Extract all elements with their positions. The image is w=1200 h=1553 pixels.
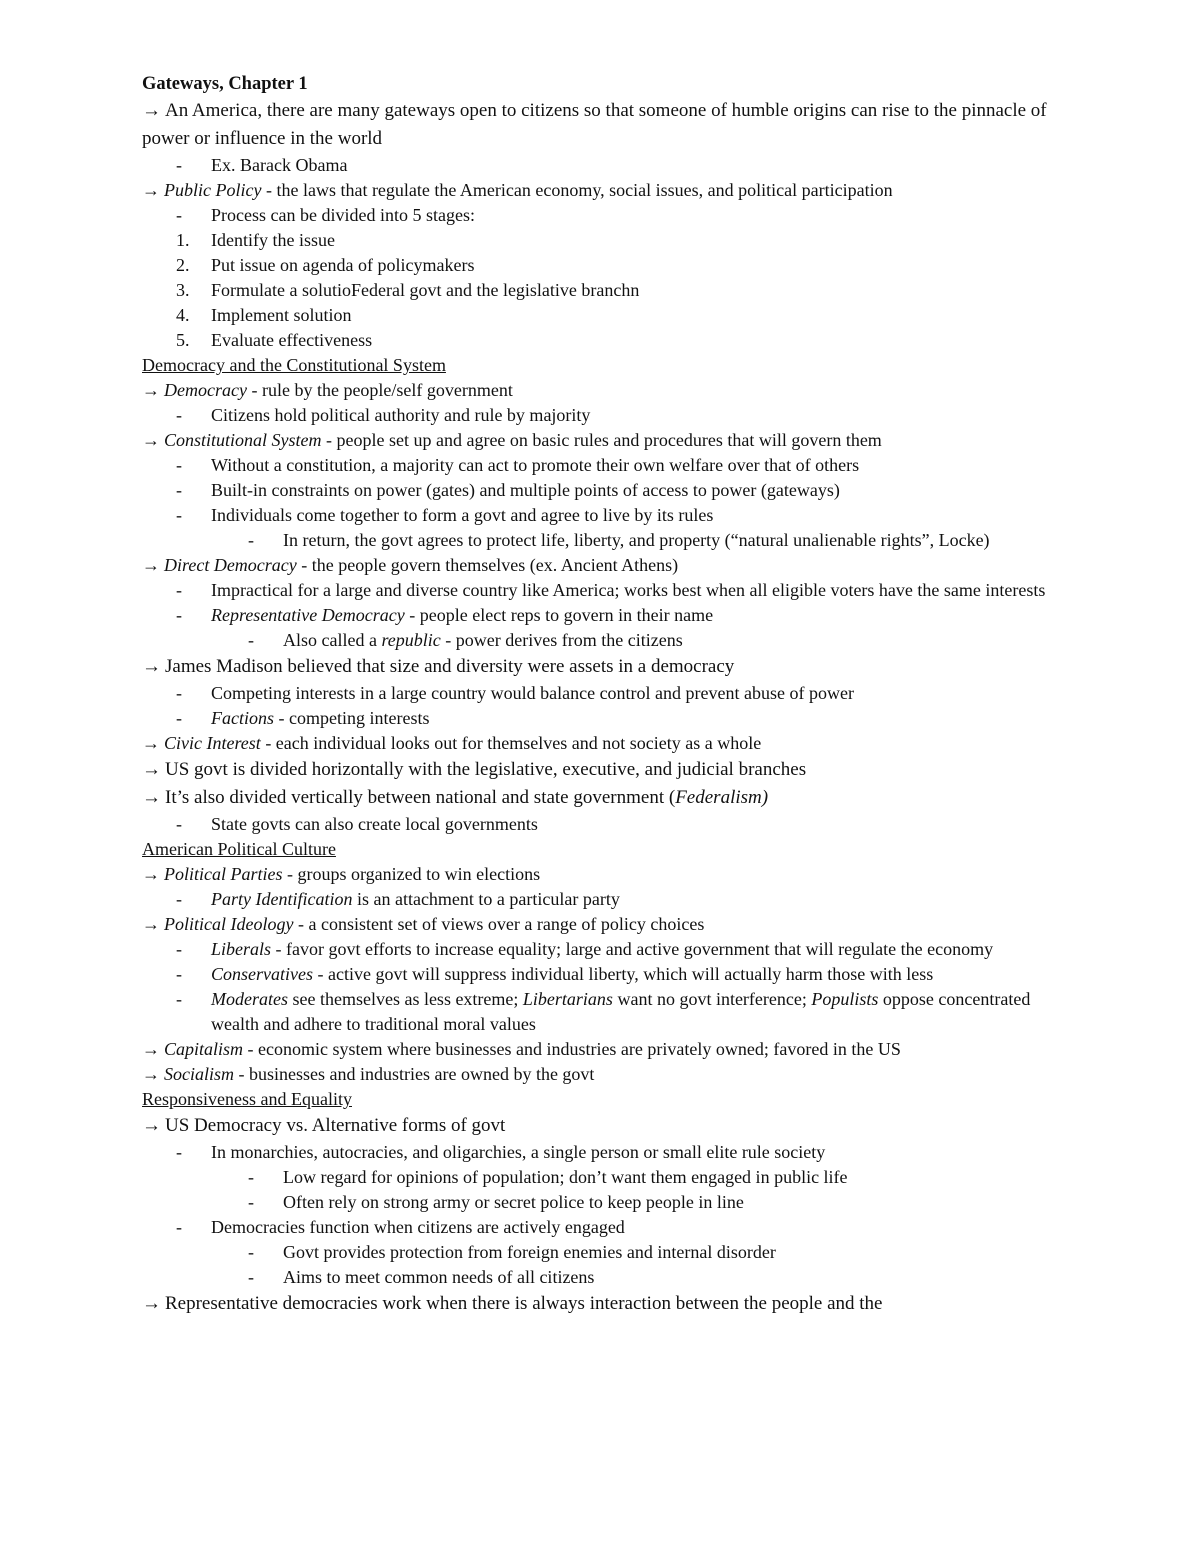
term: Political Ideology (164, 914, 294, 934)
note-text: Democracies function when citizens are actively engaged (211, 1217, 625, 1237)
term: Libertarians (522, 989, 613, 1009)
note-text: In return, the govt agrees to protect life, liberty, and property (“natural unalienable rights”, Locke) (283, 530, 990, 550)
bullet-item (142, 1165, 1062, 1190)
note-text: is an attachment to a particular party (352, 889, 620, 909)
note-text: - each individual looks out for themselves and not society as a whole (260, 733, 762, 753)
bullet-item (142, 478, 1062, 503)
bullet-item (142, 578, 1062, 603)
term: Liberals (211, 939, 272, 959)
note-text: Formulate a solutioFederal govt and the legislative branchn (211, 280, 640, 300)
note-text: oppose concentrated wealth and adhere to traditional moral values (211, 989, 1031, 1034)
note-text: Ex. Barack Obama (211, 155, 348, 175)
dash-marker: - (248, 1267, 254, 1287)
note-text: Process can be divided into 5 stages: (211, 205, 475, 225)
bullet-item (142, 1215, 1062, 1240)
arrow-icon: → (142, 430, 160, 450)
dash-marker: - (176, 205, 182, 225)
dash-marker: - (176, 405, 182, 425)
dash-marker: - (248, 1192, 254, 1212)
numbered-item (142, 278, 1062, 303)
list-number: 4. (176, 305, 190, 325)
bullet-item (142, 453, 1062, 478)
note-text: - competing interests (274, 708, 430, 728)
term: Conservatives (211, 964, 313, 984)
term: Representative Democracy (211, 605, 405, 625)
arrow-note (142, 1062, 1062, 1087)
arrow-note (142, 553, 1062, 578)
section-heading (142, 1087, 1062, 1112)
note-text: Representative democracies work when there is always interaction between the people and the (165, 1293, 883, 1314)
bullet-item (142, 603, 1062, 628)
term: Constitutional System (164, 430, 322, 450)
numbered-item (142, 253, 1062, 278)
arrow-icon: → (142, 1293, 161, 1314)
note-text: US govt is divided horizontally with the legislative, executive, and judicial branches (165, 759, 807, 780)
dash-marker: - (176, 480, 182, 500)
note-text: It’s also divided vertically between national and state government ( (165, 787, 676, 808)
bullet-item (142, 706, 1062, 731)
note-text: Also called a (283, 630, 382, 650)
list-number: 2. (176, 255, 190, 275)
dash-marker: - (176, 455, 182, 475)
note-text: Aims to meet common needs of all citizens (283, 1267, 595, 1287)
note-text: - rule by the people/self government (246, 380, 513, 400)
note-text: want no govt interference; (612, 989, 812, 1009)
note-text: Individuals come together to form a govt and agree to live by its rules (211, 505, 714, 525)
arrow-icon: → (142, 787, 161, 808)
numbered-item (142, 228, 1062, 253)
dash-marker: - (248, 530, 254, 550)
bullet-item (142, 1265, 1062, 1290)
note-text: - the laws that regulate the American economy, social issues, and political participation (261, 180, 893, 200)
note-text: - people elect reps to govern in their name (404, 605, 714, 625)
note-text: Evaluate effectiveness (211, 330, 373, 350)
note-text: - favor govt efforts to increase equality; large and active government that will regulate the economy (271, 939, 994, 959)
dash-marker: - (176, 1217, 182, 1237)
arrow-icon: → (142, 914, 160, 934)
dash-marker: - (176, 989, 182, 1009)
section-heading (142, 837, 1062, 862)
note-text: Low regard for opinions of population; don’t want them engaged in public life (283, 1167, 848, 1187)
bullet-item (142, 887, 1062, 912)
numbered-item (142, 303, 1062, 328)
bullet-item (142, 987, 1062, 1037)
list-number: 5. (176, 330, 190, 350)
note-text: - a consistent set of views over a range of policy choices (293, 914, 705, 934)
note-text: Put issue on agenda of policymakers (211, 255, 475, 275)
dash-marker: - (176, 889, 182, 909)
dash-marker: - (176, 683, 182, 703)
dash-marker: - (176, 605, 182, 625)
note-text: Citizens hold political authority and rule by majority (211, 405, 591, 425)
section-heading (142, 353, 1062, 378)
note-text: - power derives from the citizens (440, 630, 683, 650)
bullet-item (142, 962, 1062, 987)
dash-marker: - (176, 964, 182, 984)
note-text: Govt provides protection from foreign enemies and internal disorder (283, 1242, 776, 1262)
dash-marker: - (248, 630, 254, 650)
note-text: US Democracy vs. Alternative forms of govt (165, 1115, 506, 1136)
dash-marker: - (176, 155, 182, 175)
term: Factions (211, 708, 274, 728)
bullet-item (142, 1190, 1062, 1215)
bullet-item (142, 528, 1062, 553)
term: Party Identification (211, 889, 353, 909)
term: republic (381, 630, 441, 650)
arrow-note (142, 1112, 1062, 1140)
arrow-icon: → (142, 100, 161, 121)
arrow-note (142, 1290, 1062, 1318)
note-text: - the people govern themselves (ex. Ancient Athens) (296, 555, 679, 575)
note-text: James Madison believed that size and diversity were assets in a democracy (165, 656, 735, 677)
document-page (142, 72, 1062, 1318)
arrow-note (142, 784, 1062, 812)
dash-marker: - (176, 708, 182, 728)
note-text: Often rely on strong army or secret police to keep people in line (283, 1192, 744, 1212)
bullet-item (142, 628, 1062, 653)
arrow-note (142, 912, 1062, 937)
bullet-item (142, 1140, 1062, 1165)
arrow-icon: → (142, 1064, 160, 1084)
bullet-item (142, 203, 1062, 228)
note-text: An America, there are many gateways open to citizens so that someone of humble origins can rise to the pinnacle of power or influence in the world (142, 100, 1047, 149)
note-text: Responsiveness and Equality (142, 1089, 352, 1109)
list-number: 3. (176, 280, 190, 300)
arrow-icon: → (142, 759, 161, 780)
dash-marker: - (248, 1167, 254, 1187)
arrow-note (142, 731, 1062, 756)
note-text: State govts can also create local governments (211, 814, 538, 834)
arrow-note (142, 756, 1062, 784)
arrow-note (142, 378, 1062, 403)
term: Capitalism (164, 1039, 244, 1059)
note-text: - active govt will suppress individual liberty, which will actually harm those with less (312, 964, 934, 984)
arrow-icon: → (142, 180, 160, 200)
arrow-icon: → (142, 864, 160, 884)
term: Public Policy (164, 180, 262, 200)
note-text: Identify the issue (211, 230, 335, 250)
arrow-note (142, 428, 1062, 453)
arrow-icon: → (142, 555, 160, 575)
note-text: - economic system where businesses and industries are privately owned; favored in the US (243, 1039, 901, 1059)
term: Socialism (164, 1064, 234, 1084)
bullet-item (142, 403, 1062, 428)
bullet-item (142, 681, 1062, 706)
dash-marker: - (176, 505, 182, 525)
term: Federalism) (675, 787, 769, 808)
note-text: Built-in constraints on power (gates) and multiple points of access to power (gateways) (211, 480, 840, 500)
bullet-item (142, 503, 1062, 528)
note-text: see themselves as less extreme; (287, 989, 523, 1009)
note-text: Democracy and the Constitutional System (142, 355, 446, 375)
note-text: Impractical for a large and diverse country like America; works best when all eligible voters have the same interests (211, 580, 1046, 600)
dash-marker: - (248, 1242, 254, 1262)
term: Political Parties (164, 864, 283, 884)
list-number: 1. (176, 230, 190, 250)
arrow-note (142, 862, 1062, 887)
term: Civic Interest (164, 733, 261, 753)
note-text: Implement solution (211, 305, 352, 325)
term: Direct Democracy (164, 555, 297, 575)
note-text: Competing interests in a large country would balance control and prevent abuse of power (211, 683, 854, 703)
arrow-icon: → (142, 733, 160, 753)
note-text: Without a constitution, a majority can act to promote their own welfare over that of others (211, 455, 860, 475)
arrow-note (142, 653, 1062, 681)
arrow-icon: → (142, 656, 161, 677)
note-text: In monarchies, autocracies, and oligarchies, a single person or small elite rule society (211, 1142, 826, 1162)
bullet-item (142, 937, 1062, 962)
dash-marker: - (176, 939, 182, 959)
notes-body (142, 97, 1062, 1318)
arrow-note (142, 1037, 1062, 1062)
arrow-note (142, 97, 1062, 153)
term: Democracy (164, 380, 247, 400)
document-title: Gateways, Chapter 1 (142, 74, 308, 94)
term: Populists (811, 989, 879, 1009)
arrow-note (142, 178, 1062, 203)
arrow-icon: → (142, 1115, 161, 1136)
note-text: American Political Culture (142, 839, 336, 859)
term: Moderates (211, 989, 288, 1009)
dash-marker: - (176, 580, 182, 600)
numbered-item (142, 328, 1062, 353)
note-text: - businesses and industries are owned by the govt (234, 1064, 595, 1084)
dash-marker: - (176, 1142, 182, 1162)
dash-marker: - (176, 814, 182, 834)
arrow-icon: → (142, 380, 160, 400)
note-text: - people set up and agree on basic rules and procedures that will govern them (321, 430, 882, 450)
bullet-item (142, 1240, 1062, 1265)
bullet-item (142, 812, 1062, 837)
bullet-item (142, 153, 1062, 178)
note-text: - groups organized to win elections (282, 864, 541, 884)
arrow-icon: → (142, 1039, 160, 1059)
